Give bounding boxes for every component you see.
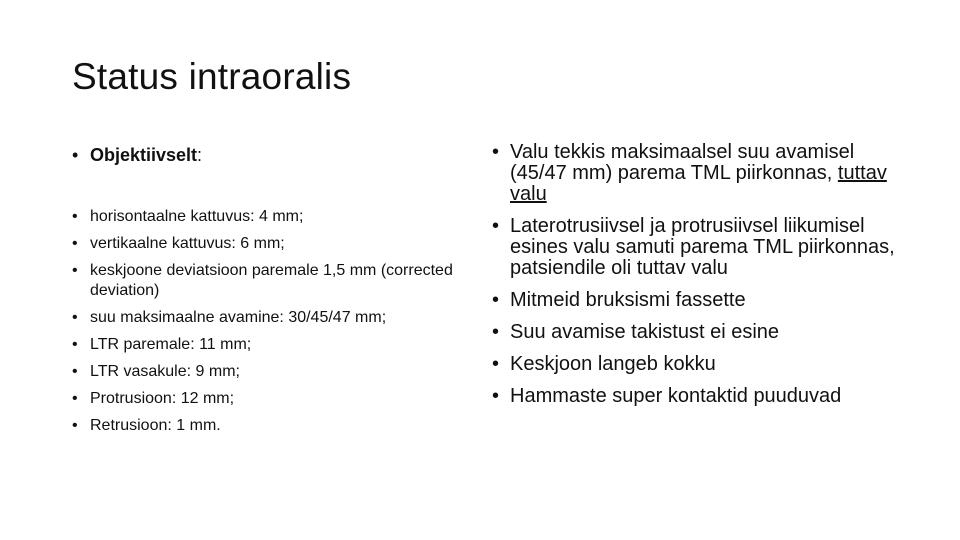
bullet-icon: •: [72, 363, 78, 380]
underlined-text: tuttav valu: [510, 162, 887, 205]
list-item-text: Laterotrusiivsel ja protrusiivsel liikumisel esines valu samuti parema TML piirkonnas, patsiendile oli tuttav valu: [510, 215, 895, 279]
bullet-icon: •: [72, 336, 78, 353]
list-item: [72, 389, 472, 409]
list-item-text: LTR vasakule: 9 mm;: [90, 363, 240, 380]
list-item: [72, 362, 472, 382]
list-item-text: keskjoone deviatsioon paremale 1,5 mm (corrected deviation): [90, 262, 453, 299]
bullet-icon: •: [72, 208, 78, 225]
bullet-icon: •: [72, 145, 79, 165]
list-item: [72, 416, 472, 436]
bullet-icon: •: [72, 390, 78, 407]
list-item: [72, 308, 472, 328]
bullet-icon: •: [492, 141, 500, 163]
list-item-text: Retrusioon: 1 mm.: [90, 417, 221, 434]
list-item-text: Keskjoon langeb kokku: [510, 353, 716, 375]
bullet-icon: •: [492, 289, 500, 311]
left-heading: [72, 143, 202, 167]
left-heading-list: [72, 143, 202, 167]
list-item: [72, 234, 472, 254]
list-item: [492, 290, 912, 311]
list-item: [72, 335, 472, 355]
heading-label: Objektiivselt: [90, 145, 198, 165]
heading-suffix: :: [197, 145, 203, 165]
bullet-icon: •: [72, 262, 78, 279]
list-item-text: Suu avamise takistust ei esine: [510, 321, 780, 343]
list-item: [492, 216, 912, 279]
list-item-text: Protrusioon: 12 mm;: [90, 390, 235, 407]
list-item-text: LTR paremale: 11 mm;: [90, 336, 252, 353]
bullet-icon: •: [72, 417, 78, 434]
bullet-icon: •: [492, 385, 500, 407]
list-item-text: suu maksimaalne avamine: 30/45/47 mm;: [90, 309, 387, 326]
list-item: [492, 386, 912, 407]
list-item: [492, 354, 912, 375]
bullet-icon: •: [72, 235, 78, 252]
bullet-icon: •: [492, 353, 500, 375]
list-item-text: vertikaalne kattuvus: 6 mm;: [90, 235, 285, 252]
list-item-text: Mitmeid bruksismi fassette: [510, 289, 746, 311]
list-item-text: Valu tekkis maksimaalsel suu avamisel (45/47 mm) parema TML piirkonnas,: [510, 141, 855, 184]
list-item-text: horisontaalne kattuvus: 4 mm;: [90, 208, 304, 225]
bullet-icon: •: [492, 321, 500, 343]
slide-title: Status intraoralis: [72, 56, 352, 97]
list-item: [492, 142, 912, 205]
bullet-icon: •: [72, 309, 78, 326]
findings-list: [492, 142, 912, 418]
bullet-icon: •: [492, 215, 500, 237]
list-item: [72, 207, 472, 227]
list-item-text: Hammaste super kontaktid puuduvad: [510, 385, 842, 407]
list-item: [72, 261, 472, 301]
measurements-list: [72, 207, 472, 443]
list-item: [492, 322, 912, 343]
